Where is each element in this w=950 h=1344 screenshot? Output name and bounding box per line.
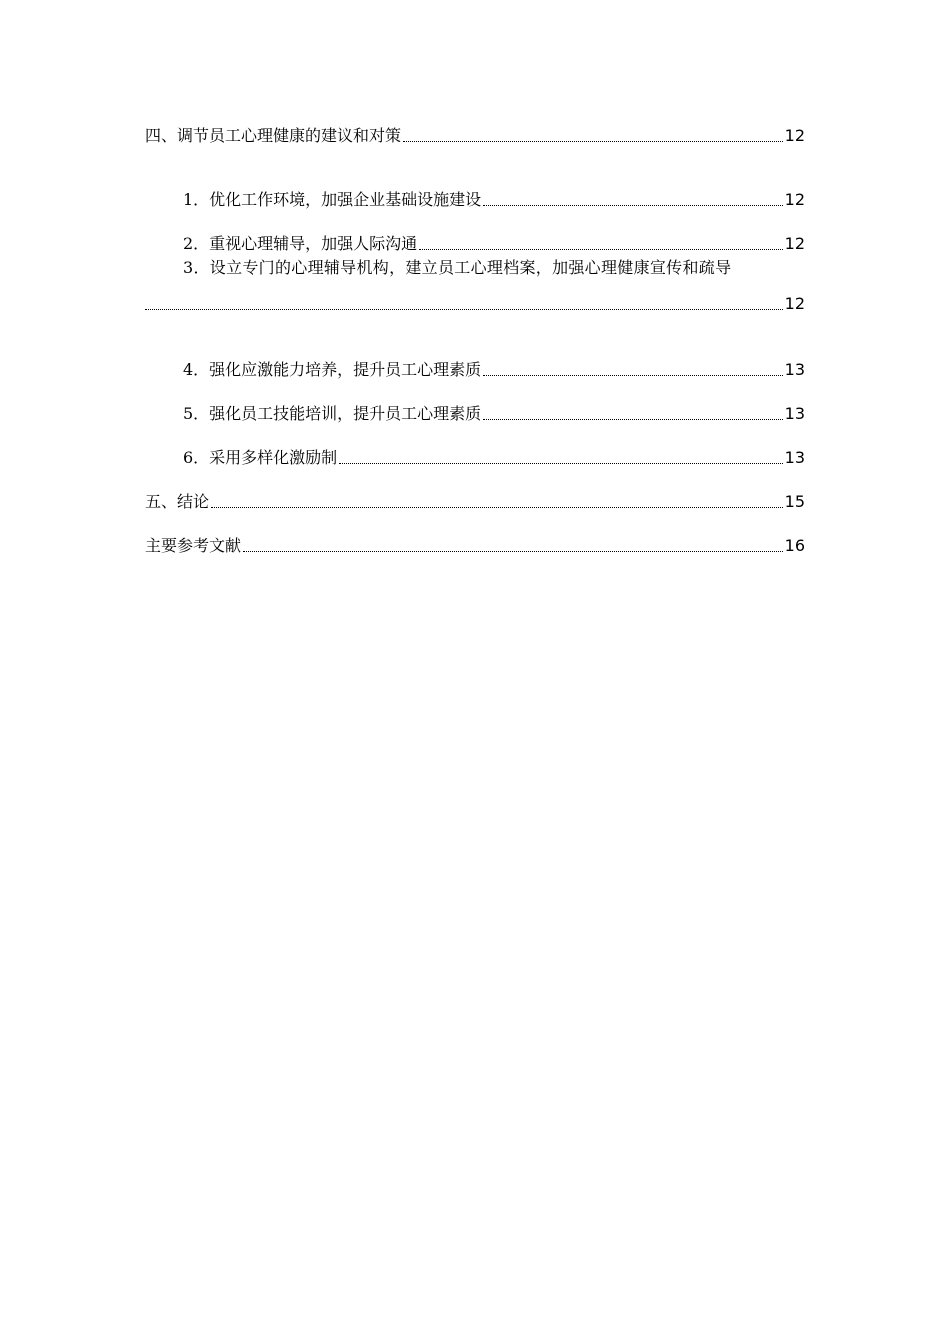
toc-entry-label: 5．强化员工技能培训，提升员工心理素质 bbox=[183, 404, 482, 423]
toc-dot-leader bbox=[483, 419, 782, 420]
toc-dot-leader bbox=[403, 141, 783, 142]
toc-page-number: 12 bbox=[784, 190, 805, 209]
toc-entry-label: 3．设立专门的心理辅导机构，建立员工心理档案，加强心理健康宣传和疏导 bbox=[183, 258, 732, 277]
toc-page-number: 13 bbox=[784, 404, 805, 423]
toc-dot-leader bbox=[243, 551, 783, 552]
toc-entry[interactable] bbox=[145, 426, 805, 470]
toc-entry[interactable] bbox=[145, 382, 805, 426]
table-of-contents bbox=[145, 124, 805, 558]
toc-entry[interactable] bbox=[145, 470, 805, 514]
toc-dot-leader bbox=[339, 463, 782, 464]
toc-entry[interactable] bbox=[145, 256, 805, 330]
toc-entry[interactable] bbox=[145, 514, 805, 558]
toc-entry[interactable] bbox=[145, 124, 805, 148]
toc-page-number: 13 bbox=[784, 360, 805, 379]
toc-entry-label: 6．采用多样化激励制 bbox=[183, 448, 338, 467]
toc-entry-label: 1．优化工作环境，加强企业基础设施建设 bbox=[183, 190, 482, 209]
toc-entry-label: 四、调节员工心理健康的建议和对策 bbox=[145, 126, 402, 145]
toc-dot-leader bbox=[483, 375, 782, 376]
toc-entry-label: 4．强化应激能力培养，提升员工心理素质 bbox=[183, 360, 482, 379]
toc-entry[interactable] bbox=[145, 338, 805, 382]
toc-entry-label: 2．重视心理辅导，加强人际沟通 bbox=[183, 234, 418, 253]
toc-page-number: 12 bbox=[784, 294, 805, 313]
toc-dot-leader bbox=[419, 249, 782, 250]
toc-dot-leader bbox=[483, 205, 782, 206]
toc-page-number: 15 bbox=[784, 492, 805, 511]
toc-dot-leader bbox=[211, 507, 783, 508]
toc-page-number: 16 bbox=[784, 536, 805, 555]
toc-entry[interactable] bbox=[145, 168, 805, 212]
toc-page-number: 13 bbox=[784, 448, 805, 467]
toc-entry-label: 五、结论 bbox=[145, 492, 210, 511]
toc-entry-label: 主要参考文献 bbox=[145, 536, 242, 555]
toc-entry[interactable] bbox=[145, 212, 805, 256]
toc-page-number: 12 bbox=[784, 126, 805, 145]
toc-page-number: 12 bbox=[784, 234, 805, 253]
toc-dot-leader bbox=[145, 309, 783, 310]
